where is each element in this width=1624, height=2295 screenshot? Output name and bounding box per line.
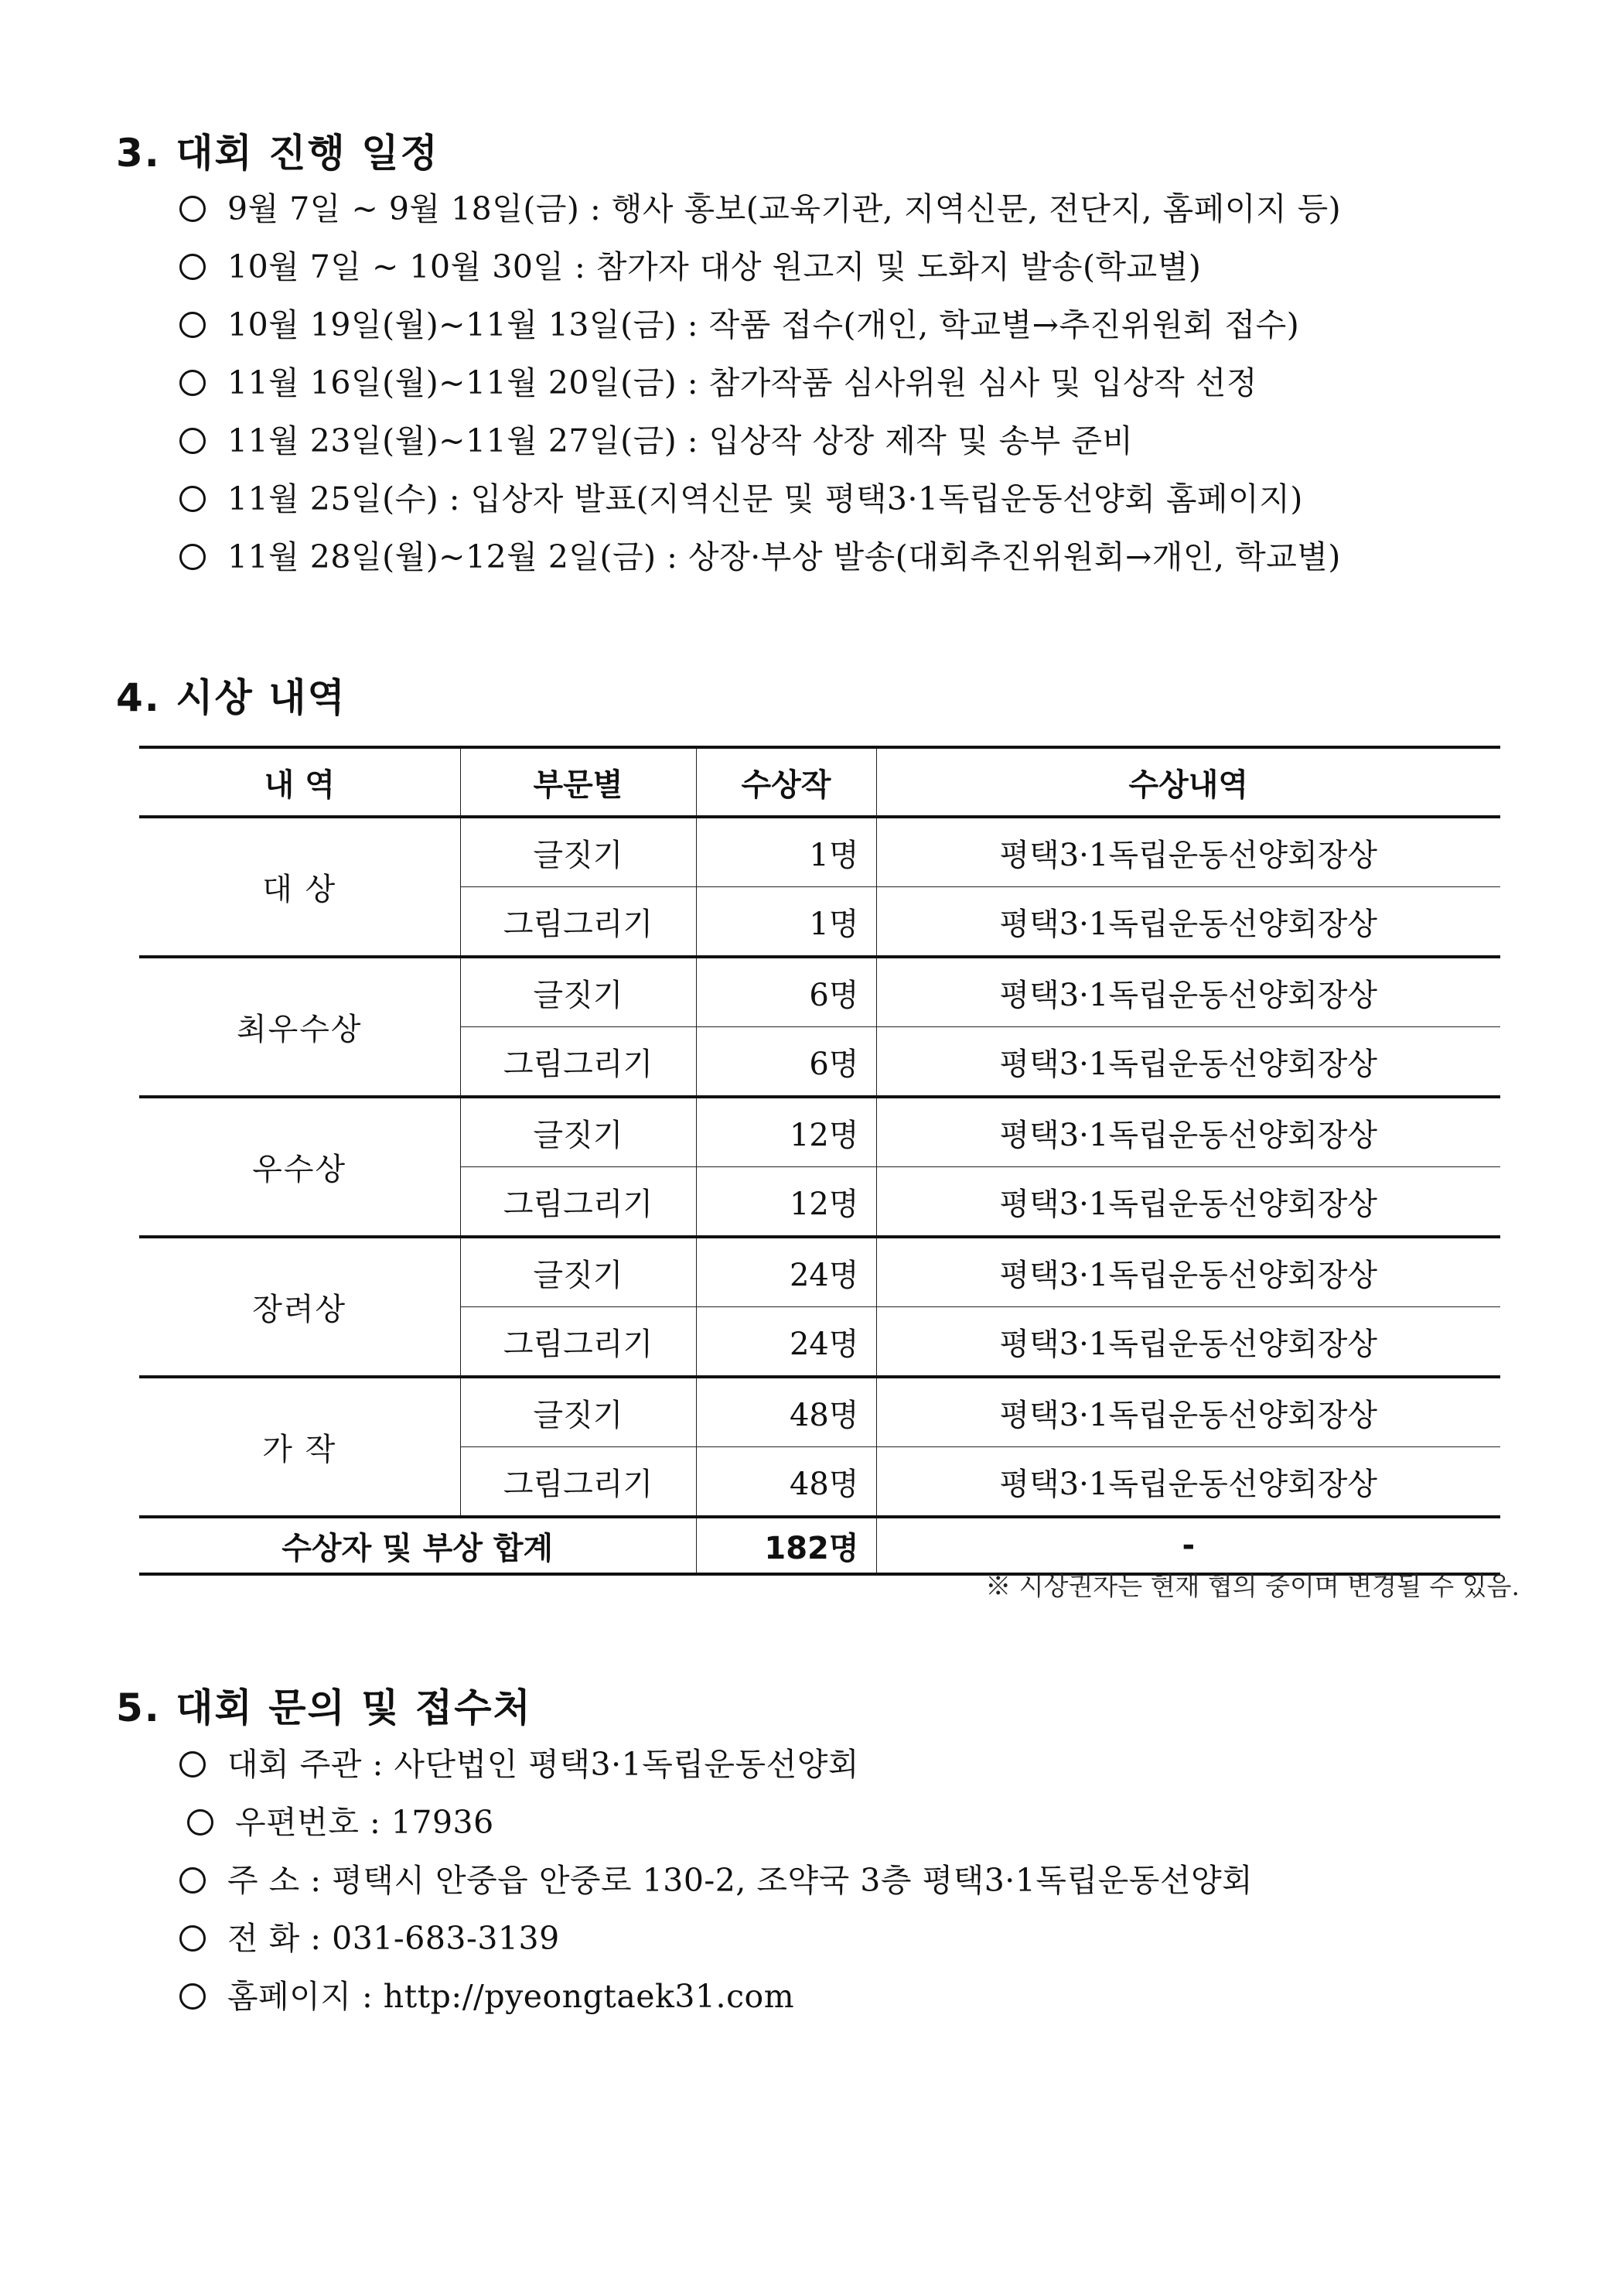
list-item: 10월 7일 ~ 10월 30일 : 참가자 대상 원고지 및 도화지 발송(학교별) xyxy=(179,238,1341,296)
category-cell: 대 상 xyxy=(139,817,460,957)
list-item: 9월 7일 ~ 9월 18일(금) : 행사 홍보(교육기관, 지역신문, 전단지, 홈페이지 등) xyxy=(179,180,1341,238)
list-item: 전 화 : 031-683-3139 xyxy=(179,1910,1253,1968)
division-cell: 글짓기 xyxy=(460,957,696,1027)
detail-cell: 평택3·1독립운동선양회장상 xyxy=(876,1377,1500,1447)
header-count: 수상작 xyxy=(696,747,876,817)
total-detail-cell: - xyxy=(876,1517,1500,1574)
award-table xyxy=(139,746,1500,1576)
circle-bullet-icon xyxy=(179,486,206,512)
division-cell: 그림그리기 xyxy=(460,1447,696,1518)
circle-bullet-icon xyxy=(179,370,206,396)
total-count-cell: 182명 xyxy=(696,1517,876,1574)
circle-bullet-icon xyxy=(179,1925,206,1952)
count-cell: 6명 xyxy=(696,957,876,1027)
division-cell: 글짓기 xyxy=(460,1237,696,1307)
division-cell: 그림그리기 xyxy=(460,1307,696,1378)
table-row xyxy=(139,957,1500,1027)
category-cell: 최우수상 xyxy=(139,957,460,1097)
circle-bullet-icon xyxy=(179,1867,206,1894)
detail-cell: 평택3·1독립운동선양회장상 xyxy=(876,1307,1500,1378)
circle-bullet-icon xyxy=(179,196,206,222)
detail-cell: 평택3·1독립운동선양회장상 xyxy=(876,817,1500,887)
list-item: 10월 19일(월)~11월 13일(금) : 작품 접수(개인, 학교별→추진위원회 접수) xyxy=(179,296,1341,354)
count-cell: 12명 xyxy=(696,1167,876,1238)
count-cell: 12명 xyxy=(696,1097,876,1167)
list-item: 11월 16일(월)~11월 20일(금) : 참가작품 심사위원 심사 및 입상작 선정 xyxy=(179,354,1341,412)
table-row xyxy=(139,1097,1500,1167)
list-item xyxy=(179,1968,1253,2026)
division-cell: 그림그리기 xyxy=(460,1167,696,1238)
section-5-title: 5. 대회 문의 및 접수처 xyxy=(116,1685,532,1730)
total-label-cell: 수상자 및 부상 합계 xyxy=(139,1517,696,1574)
table-header-row xyxy=(139,747,1500,817)
detail-cell: 평택3·1독립운동선양회장상 xyxy=(876,957,1500,1027)
count-cell: 6명 xyxy=(696,1027,876,1098)
circle-bullet-icon xyxy=(179,312,206,338)
count-cell: 48명 xyxy=(696,1447,876,1518)
category-cell: 장려상 xyxy=(139,1237,460,1377)
count-cell: 48명 xyxy=(696,1377,876,1447)
table-row xyxy=(139,817,1500,887)
circle-bullet-icon xyxy=(187,1809,213,1836)
division-cell: 글짓기 xyxy=(460,817,696,887)
circle-bullet-icon xyxy=(179,428,206,454)
table-row xyxy=(139,1237,1500,1307)
division-cell: 글짓기 xyxy=(460,1097,696,1167)
category-cell: 우수상 xyxy=(139,1097,460,1237)
list-item: 주 소 : 평택시 안중읍 안중로 130-2, 조약국 3층 평택3·1독립운동선양회 xyxy=(179,1852,1253,1910)
section-3-title: 3. 대회 진행 일정 xyxy=(116,131,439,176)
detail-cell: 평택3·1독립운동선양회장상 xyxy=(876,887,1500,958)
table-row xyxy=(139,1377,1500,1447)
circle-bullet-icon xyxy=(179,544,206,570)
division-cell: 그림그리기 xyxy=(460,887,696,958)
count-cell: 24명 xyxy=(696,1237,876,1307)
count-cell: 1명 xyxy=(696,887,876,958)
schedule-list xyxy=(179,180,1341,586)
detail-cell: 평택3·1독립운동선양회장상 xyxy=(876,1027,1500,1098)
detail-cell: 평택3·1독립운동선양회장상 xyxy=(876,1447,1500,1518)
list-item: 11월 25일(수) : 입상자 발표(지역신문 및 평택3·1독립운동선양회 홈페이지) xyxy=(179,470,1341,528)
contact-list xyxy=(179,1736,1253,2026)
header-division: 부문별 xyxy=(460,747,696,817)
list-item: 11월 23일(월)~11월 27일(금) : 입상작 상장 제작 및 송부 준비 xyxy=(179,412,1341,470)
section-4-title: 4. 시상 내역 xyxy=(116,675,346,720)
circle-bullet-icon xyxy=(179,254,206,280)
division-cell: 그림그리기 xyxy=(460,1027,696,1098)
circle-bullet-icon xyxy=(179,1983,206,2010)
list-item: 11월 28일(월)~12월 2일(금) : 상장·부상 발송(대회추진위원회→개인, 학교별) xyxy=(179,528,1341,586)
detail-cell: 평택3·1독립운동선양회장상 xyxy=(876,1237,1500,1307)
list-item: 대회 주관 : 사단법인 평택3·1독립운동선양회 xyxy=(179,1736,1253,1794)
detail-cell: 평택3·1독립운동선양회장상 xyxy=(876,1167,1500,1238)
homepage-link[interactable]: 홈페이지 : http://pyeongtaek31.com xyxy=(227,1978,795,2015)
list-item: 우편번호 : 17936 xyxy=(179,1794,1253,1852)
count-cell: 24명 xyxy=(696,1307,876,1378)
circle-bullet-icon xyxy=(179,1751,206,1778)
category-cell: 가 작 xyxy=(139,1377,460,1517)
header-category: 내 역 xyxy=(139,747,460,817)
detail-cell: 평택3·1독립운동선양회장상 xyxy=(876,1097,1500,1167)
division-cell: 글짓기 xyxy=(460,1377,696,1447)
count-cell: 1명 xyxy=(696,817,876,887)
table-total-row xyxy=(139,1517,1500,1574)
header-detail: 수상내역 xyxy=(876,747,1500,817)
table-note: ※ 시상권자는 현재 협의 중이며 변경될 수 있음. xyxy=(985,1571,1520,1601)
